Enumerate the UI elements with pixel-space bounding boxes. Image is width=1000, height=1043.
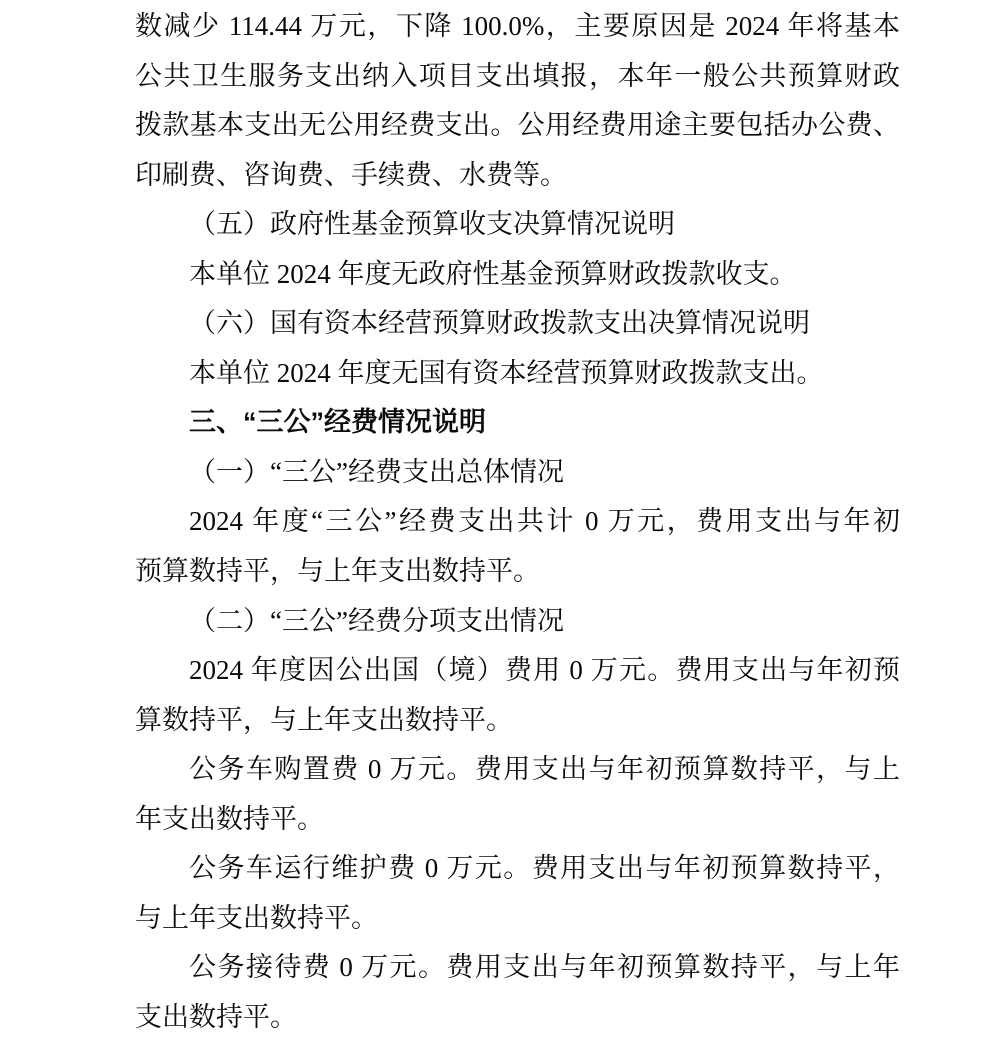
text-line: 预算数持平，与上年支出数持平。 [135,556,540,587]
heading-5-government-fund-budget [135,200,900,250]
heading-3-2-itemized-expenses [135,597,900,647]
text-line: 公务接待费 0 万元。费用支出与年初预算数持平，与上年 [189,952,900,983]
text-line: （五）政府性基金预算收支决算情况说明 [189,209,675,240]
text-line: 三、“三公”经费情况说明 [189,407,486,438]
text-line: 数减少 114.44 万元，下降 100.0%，主要原因是 2024 年将基本 [135,11,900,41]
heading-3-three-public-expenses [135,398,900,448]
text-line: 本单位 2024 年度无国有资本经营预算财政拨款支出。 [189,357,824,388]
text-line: 支出数持平。 [135,1001,297,1032]
para-no-government-fund-budget [135,250,900,300]
text-line: 公务车购置费 0 万元。费用支出与年初预算数持平，与上 [189,754,900,785]
para-public-expense-decrease-explanation [135,2,900,200]
para-official-reception-expense [135,943,900,1042]
para-three-public-total [135,497,900,596]
text-line: （一）“三公”经费支出总体情况 [189,456,564,487]
text-line: 印刷费、咨询费、手续费、水费等。 [135,159,567,190]
para-no-state-capital-budget [135,349,900,399]
heading-3-1-overall-situation [135,448,900,498]
text-line: 本单位 2024 年度无政府性基金预算财政拨款收支。 [189,258,797,289]
text-line: 与上年支出数持平。 [135,902,378,933]
heading-6-state-capital-budget [135,299,900,349]
para-official-vehicle-maintenance [135,844,900,943]
text-line: 算数持平，与上年支出数持平。 [135,704,513,735]
para-official-vehicle-purchase [135,745,900,844]
text-line: 年支出数持平。 [135,803,324,834]
text-line: 公共卫生服务支出纳入项目支出填报，本年一般公共预算财政 [135,60,900,91]
text-line: 2024 年度因公出国（境）费用 0 万元。费用支出与年初预 [189,655,900,686]
text-line: （二）“三公”经费分项支出情况 [189,605,564,636]
text-line: 2024 年度“三公”经费支出共计 0 万元，费用支出与年初 [189,506,900,537]
para-overseas-trips-expense [135,646,900,745]
text-line: 公务车运行维护费 0 万元。费用支出与年初预算数持平， [189,853,900,884]
text-line: （六）国有资本经营预算财政拨款支出决算情况说明 [189,308,810,339]
text-line: 拨款基本支出无公用经费支出。公用经费用途主要包括办公费、 [135,110,900,141]
